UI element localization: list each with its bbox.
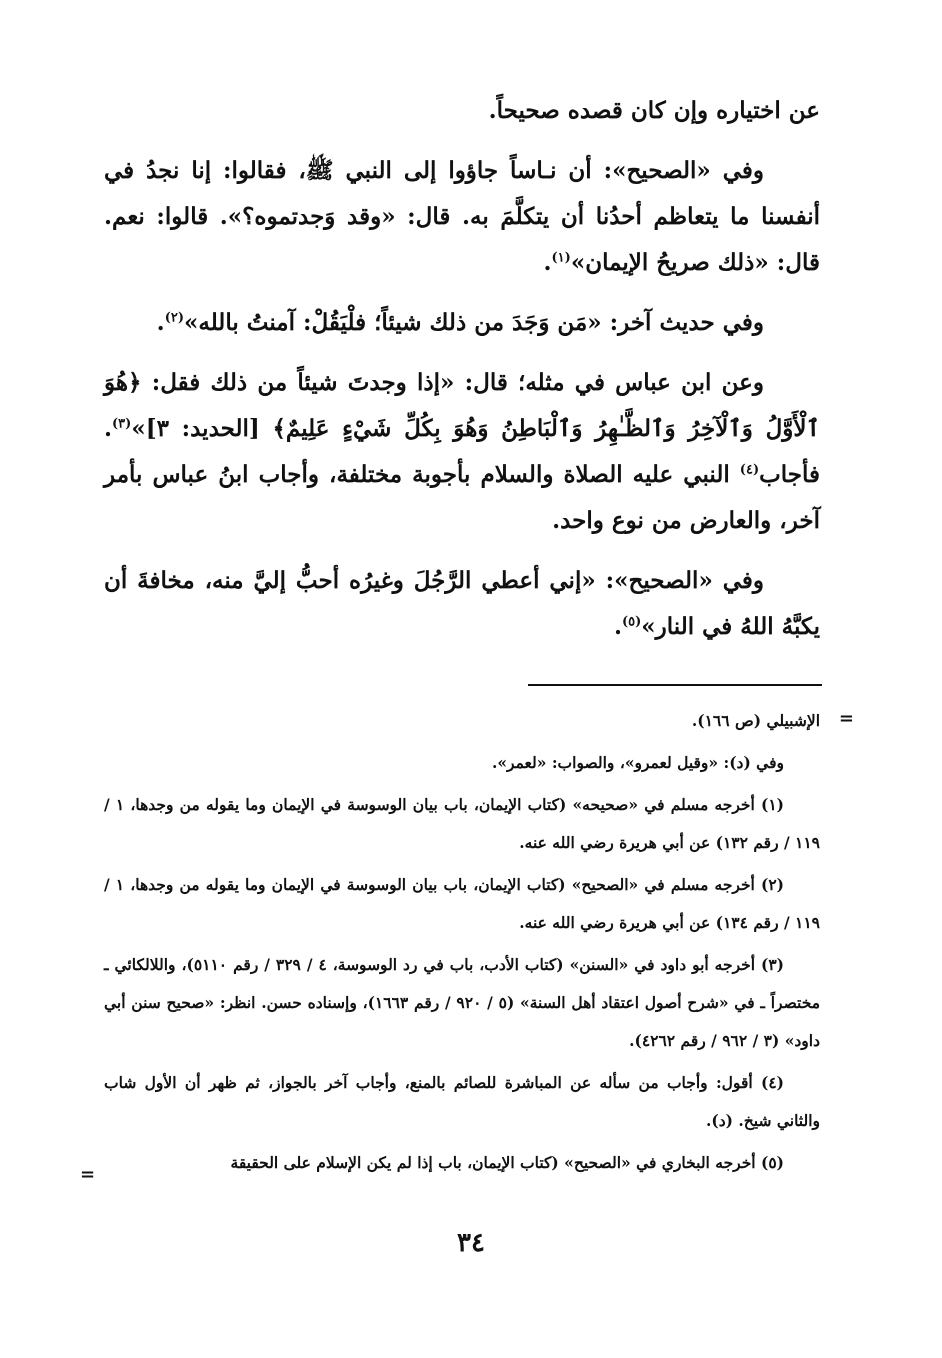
footnote-5-text: (٥) أخرجه البخاري في «الصحيح» (كتاب الإيمان، باب إذا لم يكن الإسلام على الحقيقة bbox=[230, 1153, 784, 1172]
footnote-ref-5: (٥) bbox=[621, 614, 642, 630]
paragraph-1 bbox=[104, 88, 820, 134]
footnote-ref-3: (٣) bbox=[112, 416, 132, 432]
paragraph-5-start: فأجاب bbox=[759, 461, 820, 488]
footnote-ref-4: (٤) bbox=[739, 462, 760, 478]
footnote-ref-2: (٢) bbox=[164, 310, 184, 326]
paragraph-4 bbox=[104, 360, 820, 544]
footnote-variant-note bbox=[104, 744, 820, 782]
paragraph-6 bbox=[104, 558, 820, 650]
footnotes bbox=[104, 702, 820, 1186]
paragraph-2-end: . bbox=[543, 249, 552, 276]
footnote-variant-text: وفي (د): «وقيل لعمرو»، والصواب: «لعمر». bbox=[491, 753, 784, 772]
footnote-5 bbox=[104, 1144, 820, 1182]
paragraph-6-end: . bbox=[613, 613, 622, 640]
footnote-4-text: (٤) أقول: وأجاب من سأله عن المباشرة للصائم بالمنع، وأجاب آخر بالجواز، ثم ظهر أن الأول شاب والثاني شيخ. (د). bbox=[104, 1073, 820, 1130]
footnote-3-text: (٣) أخرجه أبو داود في «السنن» (كتاب الأدب، باب في رد الوسوسة، ٤ / ٣٢٩ / رقم ٥١١٠)، واللالكائي ـ مختصراً ـ في «شرح أصول اعتقاد أهل السنة» (٥ / ٩٢٠ / رقم ١٦٦٣)، وإسناده حسن. انظر: «صحيح سنن أبي داود» (٣ / ٩٦٢ / رقم ٤٢٦٢). bbox=[104, 955, 820, 1050]
paragraph-1-text: عن اختياره وإن كان قصده صحيحاً. bbox=[488, 97, 820, 124]
paragraph-6-text: وفي «الصحيح»: «إني أعطي الرَّجُلَ وغيرُه أحبُّ إليَّ منه، مخافةَ أن يكبَّهُ اللهُ في النار» bbox=[104, 567, 820, 640]
footnote-2-text: (٢) أخرجه مسلم في «الصحيح» (كتاب الإيمان، باب بيان الوسوسة في الإيمان وما يقوله من وجدها، ١ / ١١٩ / رقم ١٣٤) عن أبي هريرة رضي الله عنه. bbox=[104, 875, 820, 932]
paragraph-4-text: وعن ابن عباس في مثله؛ قال: «إذا وجدتَ شيئاً من ذلك فقل: ﴿هُوَ ٱلْأَوَّلُ وَٱلْآخِرُ وَٱلظَّـٰهِرُ وَٱلْبَاطِنُ وَهُوَ بِكُلِّ شَيْءٍ عَلِيمٌ﴾ [الحديد: ٣]» bbox=[104, 369, 820, 442]
paragraph-3 bbox=[104, 300, 820, 346]
paragraph-3-end: . bbox=[156, 309, 165, 336]
footnote-1-text: (١) أخرجه مسلم في «صحيحه» (كتاب الإيمان، باب بيان الوسوسة في الإيمان وما يقوله من وجدها، ١ / ١١٩ / رقم ١٣٢) عن أبي هريرة رضي الله عنه. bbox=[104, 795, 820, 852]
footnote-ref-1: (١) bbox=[551, 250, 571, 266]
footnote-2 bbox=[104, 866, 820, 942]
page-number: ٣٤ bbox=[457, 1228, 485, 1258]
footnote-separator bbox=[528, 684, 822, 686]
main-text bbox=[104, 88, 820, 664]
footnote-continued-text: الإشبيلي (ص ١٦٦). bbox=[691, 711, 820, 730]
paragraph-4-end: . bbox=[104, 415, 113, 442]
paragraph-5-text: النبي عليه الصلاة والسلام بأجوبة مختلفة، وأجاب ابنُ عباس بأمر آخر، والعارض من نوع واحد. bbox=[104, 461, 820, 534]
footnote-1 bbox=[104, 786, 820, 862]
footnote-4 bbox=[104, 1064, 820, 1140]
paragraph-2-text: وفي «الصحيح»: أن نـاساً جاؤوا إلى النبي ﷺ، فقالوا: إنا نجدُ في أنفسنا ما يتعاظم أحدُنا أن يتكلَّمَ به. قال: «وقد وَجدتموه؟». قالوا: نعم. قال: «ذلك صريحُ الإيمان» bbox=[104, 157, 820, 276]
continuation-mark-bottom: = bbox=[80, 1164, 96, 1185]
footnote-continued bbox=[104, 702, 820, 740]
footnote-3 bbox=[104, 946, 820, 1060]
continuation-mark-top: = bbox=[838, 708, 854, 729]
paragraph-3-text: وفي حديث آخر: «مَن وَجَدَ من ذلك شيئاً؛ فلْيَقُلْ: آمنتُ بالله» bbox=[183, 309, 764, 336]
paragraph-2 bbox=[104, 148, 820, 286]
